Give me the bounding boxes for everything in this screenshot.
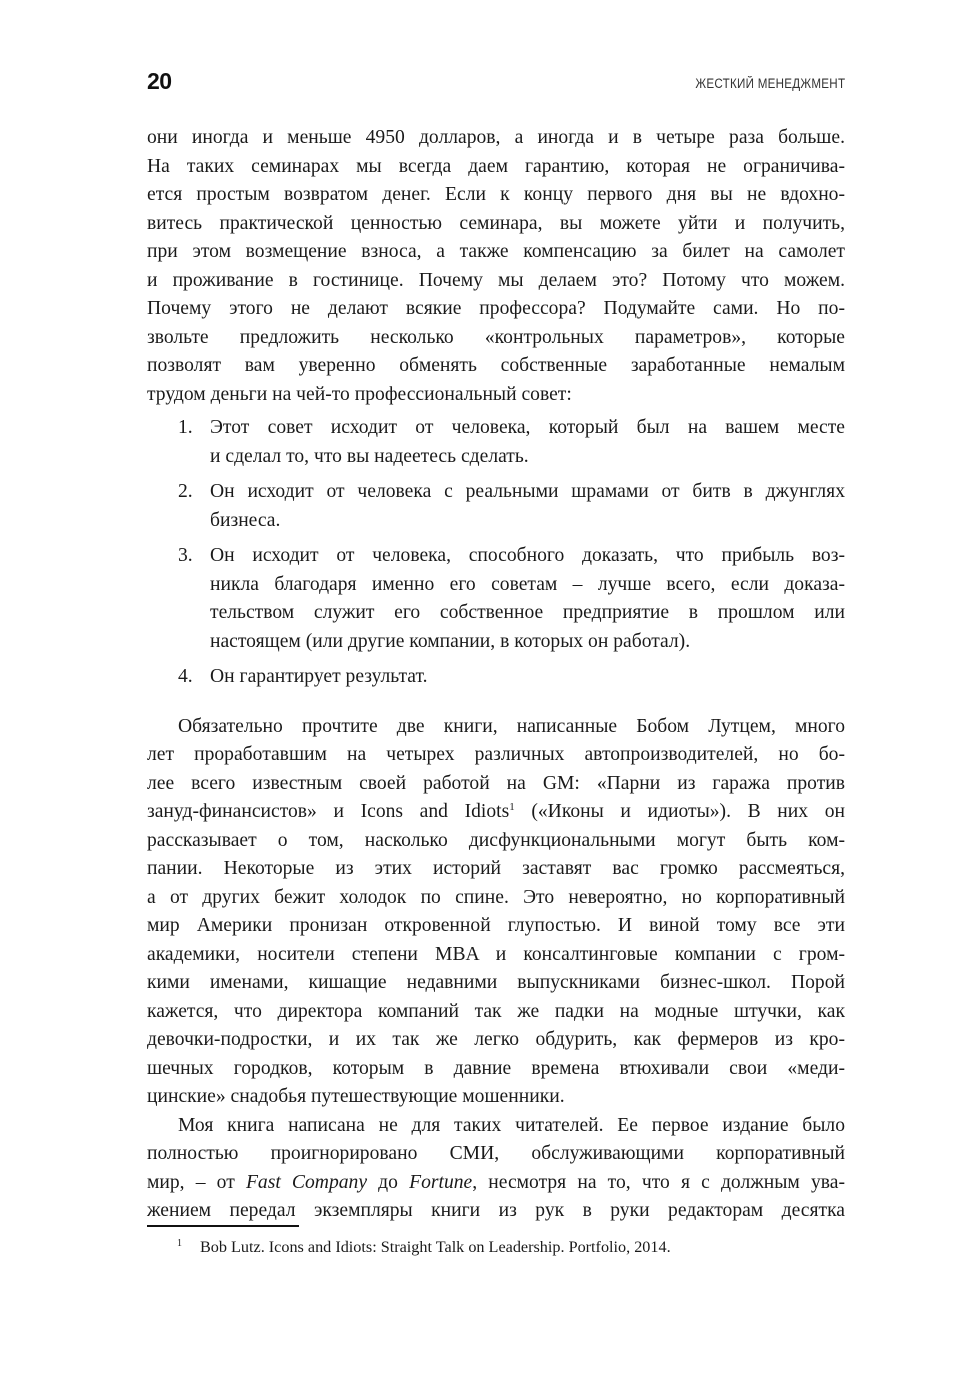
text-line bbox=[210, 478, 845, 507]
text-line bbox=[147, 1055, 845, 1084]
text-line bbox=[147, 381, 845, 410]
list-item bbox=[147, 542, 845, 656]
text-line bbox=[147, 267, 845, 296]
text-line-content: рассказывает о том, насколько дисфункциональными могут быть ком- bbox=[147, 829, 845, 851]
text-line-content: лет проработавшим на четырех различных автопроизводителей, но бо- bbox=[147, 744, 845, 765]
text-segment: («Иконы и идиоты»). В них он bbox=[514, 801, 845, 822]
text-line-content: ется простым возвратом денег. Если к концу первого дня вы не вдохно- bbox=[147, 184, 845, 205]
text-line-content: Моя книга написана не для таких читателей. Ее первое издание было bbox=[178, 1114, 845, 1136]
text-line bbox=[147, 998, 845, 1027]
text-line bbox=[210, 599, 845, 628]
text-line bbox=[210, 628, 845, 657]
list-item bbox=[147, 414, 845, 471]
footnote-mark: 1 bbox=[177, 1238, 182, 1249]
paragraph-2 bbox=[147, 713, 845, 1112]
text-line-content: Он исходит от человека, способного доказать, что прибыль воз- bbox=[210, 545, 845, 566]
text-line bbox=[147, 1169, 845, 1198]
footnote-reference: 1 bbox=[509, 801, 515, 813]
list-item-number: 2. bbox=[178, 481, 193, 502]
text-line bbox=[147, 827, 845, 856]
list-item-number: 3. bbox=[178, 545, 193, 566]
text-line bbox=[147, 352, 845, 381]
text-segment: мир, – от bbox=[147, 1171, 246, 1193]
text-line-content: звольте предложить несколько «контрольных параметров», которые bbox=[147, 326, 845, 348]
text-line-content: лее всего известным своей работой на GM: «Парни из гаража против bbox=[147, 772, 845, 794]
text-line-content: Этот совет исходит от человека, который был на вашем месте bbox=[210, 417, 845, 438]
text-line-content: при этом возмещение взноса, а также компенсацию за билет на самолет bbox=[147, 241, 845, 262]
text-line bbox=[210, 571, 845, 600]
text-line-content: бизнеса. bbox=[210, 509, 281, 531]
text-line bbox=[147, 884, 845, 913]
list-item bbox=[147, 478, 845, 535]
paragraph-1 bbox=[147, 124, 845, 409]
text-line bbox=[147, 238, 845, 267]
text-line bbox=[147, 210, 845, 239]
body-text bbox=[147, 124, 845, 1226]
list-item-number: 4. bbox=[178, 666, 193, 687]
text-line bbox=[210, 443, 845, 472]
text-line bbox=[147, 713, 845, 742]
text-line-content: мир Америки пронизан откровенной глупостью. И виной тому все эти bbox=[147, 915, 845, 936]
text-line-content: и проживание в гостинице. Почему мы делаем это? Потому что можем. bbox=[147, 269, 845, 291]
paragraph-3 bbox=[147, 1112, 845, 1226]
text-line-content: цинские» снадобья путешествующие мошенники. bbox=[147, 1086, 565, 1107]
text-line bbox=[147, 969, 845, 998]
text-line-content: они иногда и меньше 4950 долларов, а иногда и в четыре раза больше. bbox=[147, 127, 845, 148]
text-line-content: девочки-подростки, и их так же легко обдурить, как фермеров из кро- bbox=[147, 1029, 845, 1050]
publication-title: Fast Company bbox=[245, 1171, 368, 1193]
text-line-content: тельством служит его собственное предприятие в прошлом или bbox=[210, 602, 845, 623]
text-line bbox=[147, 770, 845, 799]
text-line bbox=[210, 663, 845, 692]
publication-title: Fortune bbox=[409, 1171, 473, 1193]
text-line bbox=[147, 912, 845, 941]
list-item bbox=[147, 663, 845, 692]
text-line bbox=[210, 507, 845, 536]
running-title: ЖЕСТКИЙ МЕНЕДЖМЕНТ bbox=[695, 76, 845, 91]
text-line bbox=[147, 941, 845, 970]
text-line-content: академики, носители степени MBA и консалтинговые компании с гром- bbox=[147, 943, 845, 965]
text-line bbox=[210, 542, 845, 571]
text-line bbox=[147, 295, 845, 324]
text-line bbox=[147, 181, 845, 210]
text-line bbox=[147, 1197, 845, 1226]
list-item-number: 1. bbox=[178, 417, 193, 438]
text-line-content bbox=[147, 798, 845, 827]
text-line-content: Обязательно прочтите две книги, написанные Бобом Лутцем, много bbox=[178, 715, 845, 737]
text-line bbox=[147, 124, 845, 153]
text-line bbox=[147, 741, 845, 770]
text-line bbox=[147, 1140, 845, 1169]
text-line bbox=[147, 1112, 845, 1141]
text-line-content: полностью проигнорировано СМИ, обслуживающими корпоративный bbox=[147, 1143, 845, 1164]
text-line-content: витесь практической ценностью семинара, вы можете уйти и получить, bbox=[147, 212, 845, 234]
text-line-content: трудом деньги на чей-то профессиональный совет: bbox=[147, 383, 572, 405]
spacer bbox=[147, 699, 845, 713]
text-line bbox=[147, 798, 845, 827]
page-header bbox=[147, 66, 845, 100]
text-segment: , несмотря на то, что я с должным ува- bbox=[472, 1171, 845, 1193]
text-segment: до bbox=[367, 1171, 410, 1193]
footnote-text: Bob Lutz. Icons and Idiots: Straight Talk on Leadership. Portfolio, 2014. bbox=[200, 1238, 671, 1256]
text-line-content: никла благодаря именно его советам – лучше всего, если доказа- bbox=[210, 573, 845, 595]
text-line-content: Он исходит от человека с реальными шрамами от битв в джунглях bbox=[210, 481, 845, 502]
text-line bbox=[147, 1083, 845, 1112]
text-line bbox=[210, 414, 845, 443]
numbered-list bbox=[147, 414, 845, 692]
page-number: 20 bbox=[147, 68, 172, 94]
text-line-content: Почему этого не делают всякие профессора? Подумайте сами. Но по- bbox=[147, 298, 845, 319]
text-line-content: позволят вам уверенно обменять собственные заработанные немалым bbox=[147, 355, 845, 376]
text-line-content: кажется, что директора компаний так же падки на модные штучки, как bbox=[147, 1000, 845, 1022]
text-line bbox=[147, 855, 845, 884]
text-line bbox=[147, 324, 845, 353]
text-line-content: На таких семинарах мы всегда даем гарантию, которая не ограничива- bbox=[147, 155, 845, 177]
text-line-content: шечных городков, которым в давние времена втюхивали свои «меди- bbox=[147, 1057, 845, 1079]
text-line-content: пании. Некоторые из этих историй заставят вас громко рассмеяться, bbox=[147, 858, 845, 879]
text-line bbox=[147, 153, 845, 182]
text-segment: зануд-финансистов» и Icons and Idiots bbox=[147, 801, 510, 822]
text-line-content bbox=[147, 1169, 845, 1198]
footnote-divider bbox=[147, 1225, 299, 1227]
text-line-content: Он гарантирует результат. bbox=[210, 666, 428, 687]
text-line-content: а от других бежит холодок по спине. Это невероятно, но корпоративный bbox=[147, 886, 845, 908]
text-line-content: жением передал экземпляры книги из рук в руки редакторам десятка bbox=[147, 1200, 845, 1221]
text-line-content: настоящем (или другие компании, в которых он работал). bbox=[210, 630, 691, 652]
text-line-content: кими именами, кишащие недавними выпускниками бизнес-школ. Порой bbox=[147, 972, 845, 993]
text-line-content: и сделал то, что вы надеетесь сделать. bbox=[210, 445, 529, 467]
text-line bbox=[147, 1026, 845, 1055]
